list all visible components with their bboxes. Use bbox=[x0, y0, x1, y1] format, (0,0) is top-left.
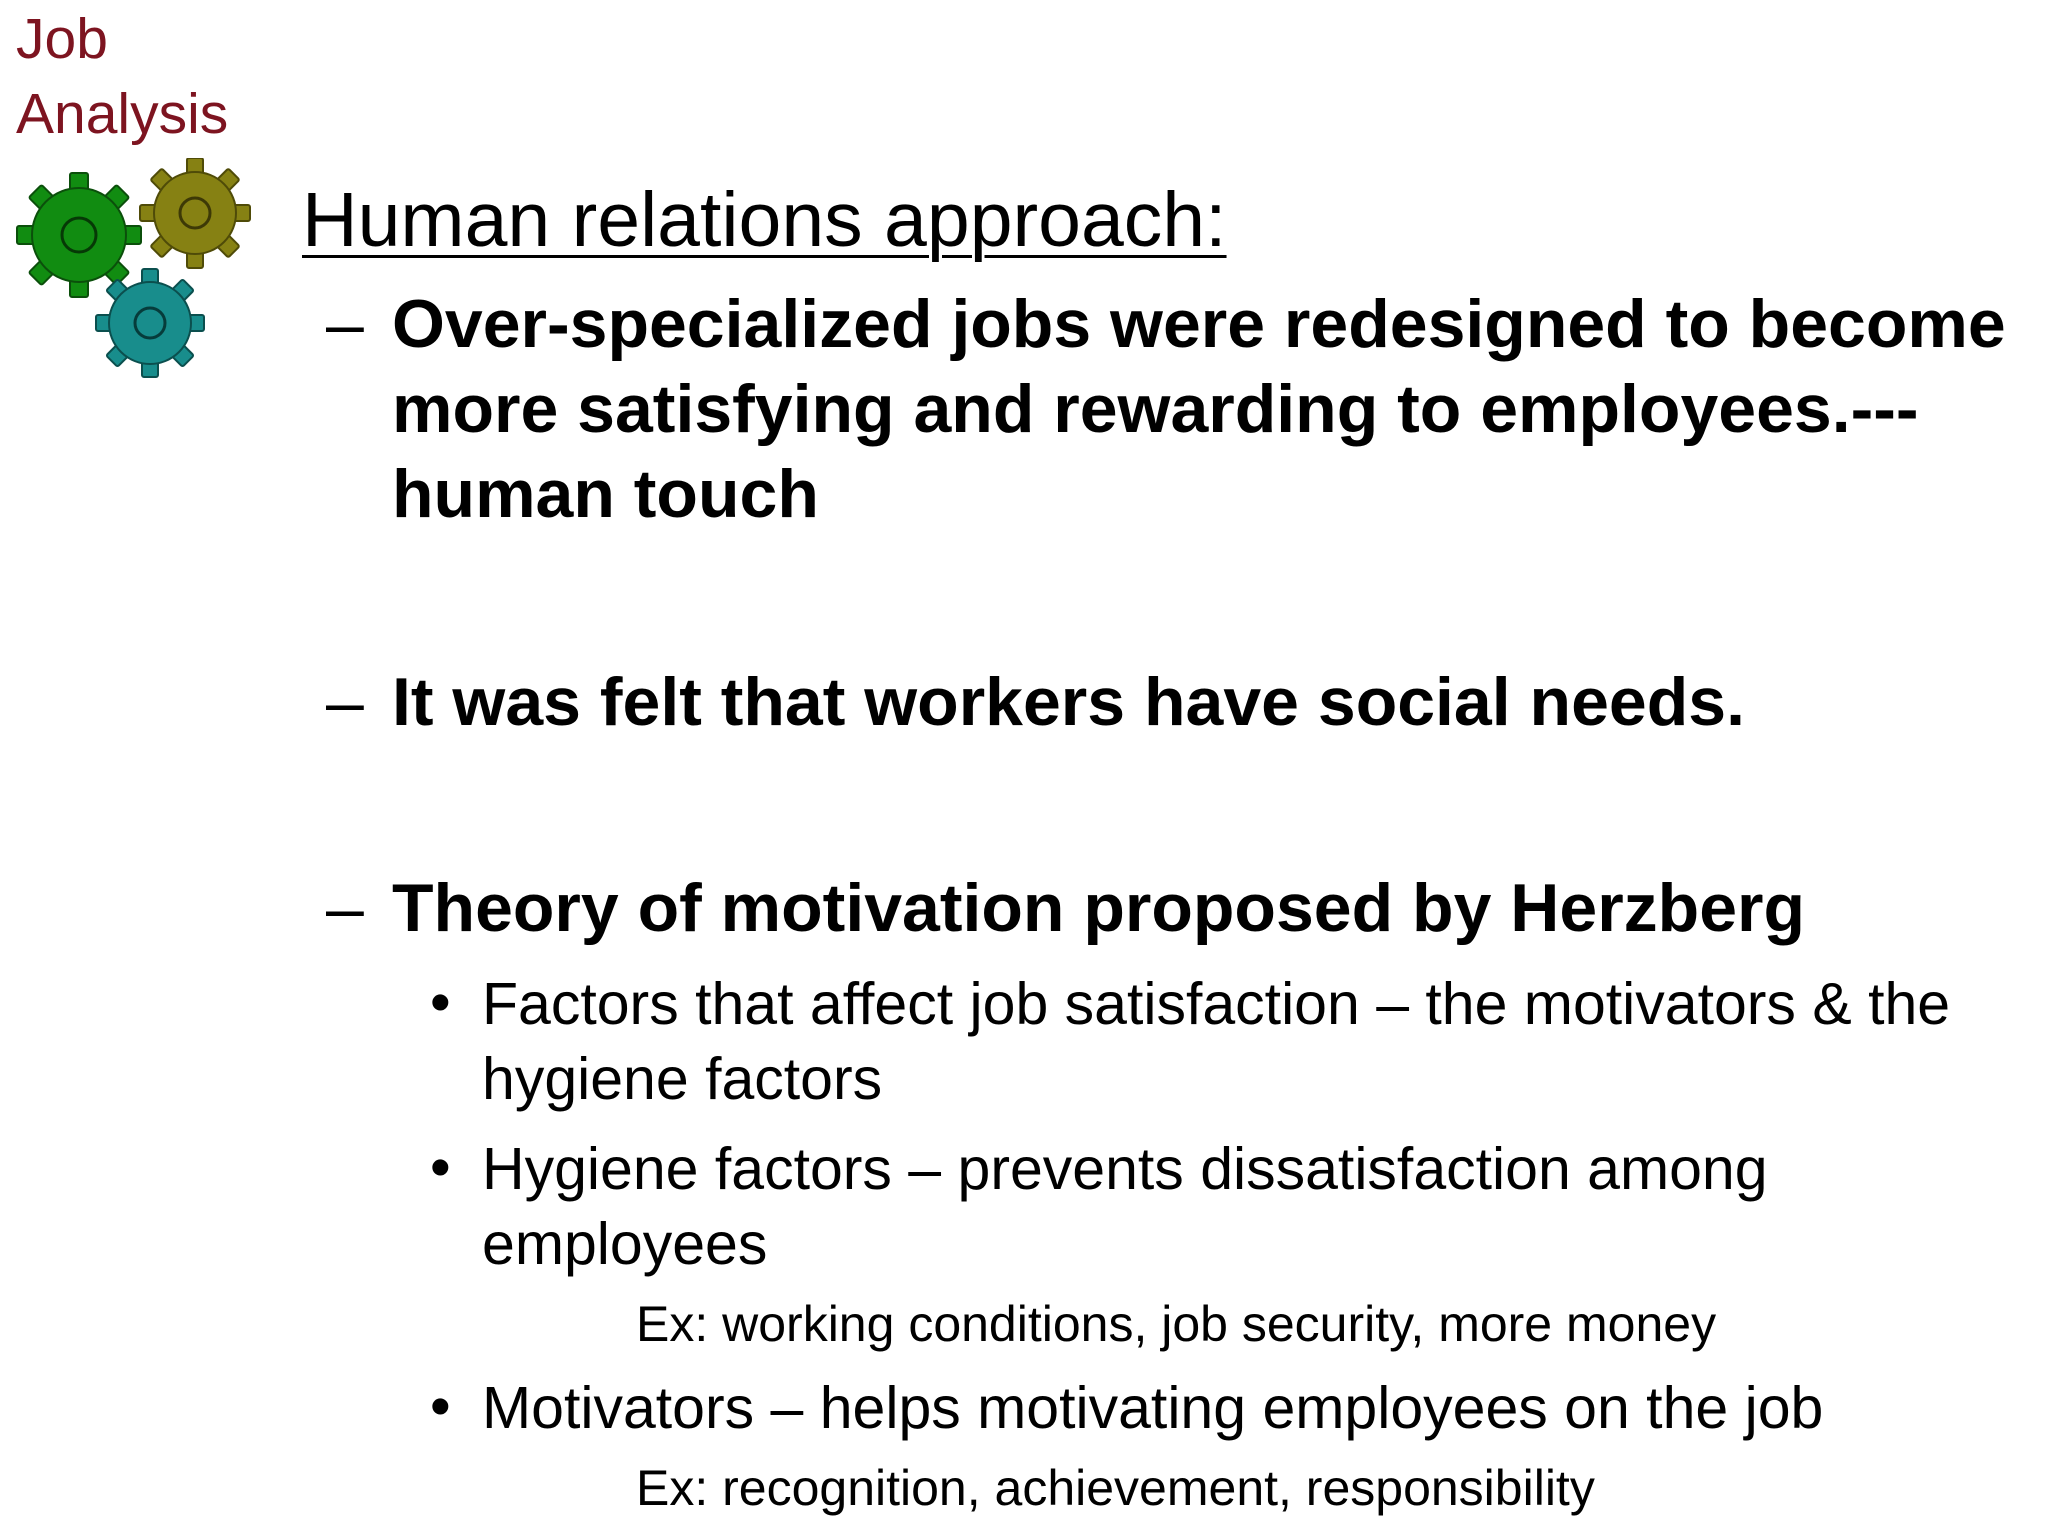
gear-green-icon bbox=[17, 173, 141, 297]
point-line: Over-specialized jobs were redesigned to become bbox=[392, 286, 2006, 362]
bullet-marker: • bbox=[430, 969, 451, 1035]
sub-point-line: employees bbox=[482, 1211, 768, 1277]
sub-point-line: hygiene factors bbox=[482, 1046, 883, 1112]
sub-point-text bbox=[482, 1371, 1823, 1446]
sub-point-line: Hygiene factors – prevents dissatisfaction among bbox=[482, 1136, 1768, 1202]
gears-icon bbox=[16, 158, 264, 384]
point-text bbox=[392, 282, 2006, 537]
section-label-line-1: Job bbox=[16, 7, 108, 71]
example-hygiene-factors: Ex: working conditions, job security, more money bbox=[636, 1296, 1717, 1352]
section-label bbox=[16, 2, 256, 152]
gear-teal-icon bbox=[96, 269, 204, 377]
bullet-marker: • bbox=[430, 1134, 451, 1200]
point-line: It was felt that workers have social needs. bbox=[392, 664, 1745, 740]
sub-point-line: Motivators – helps motivating employees on the job bbox=[482, 1375, 1824, 1441]
point-line: human touch bbox=[392, 456, 819, 532]
dash-marker: – bbox=[326, 286, 364, 362]
dash-marker: – bbox=[326, 664, 364, 740]
gear-olive-icon bbox=[140, 158, 250, 268]
point-text bbox=[392, 660, 1745, 745]
point-text bbox=[392, 866, 1805, 951]
slide-title: Human relations approach: bbox=[302, 177, 1227, 263]
section-label-line-2: Analysis bbox=[16, 82, 229, 146]
point-line: more satisfying and rewarding to employees.--- bbox=[392, 371, 1919, 447]
sub-point-text bbox=[482, 1132, 1768, 1282]
example-motivators: Ex: recognition, achievement, responsibility bbox=[636, 1460, 1595, 1516]
bullet-marker: • bbox=[430, 1373, 451, 1439]
point-line: Theory of motivation proposed by Herzberg bbox=[392, 870, 1806, 946]
sub-point-text bbox=[482, 967, 1950, 1117]
dash-marker: – bbox=[326, 870, 364, 946]
sub-point-line: Factors that affect job satisfaction – the motivators & the bbox=[482, 971, 1951, 1037]
